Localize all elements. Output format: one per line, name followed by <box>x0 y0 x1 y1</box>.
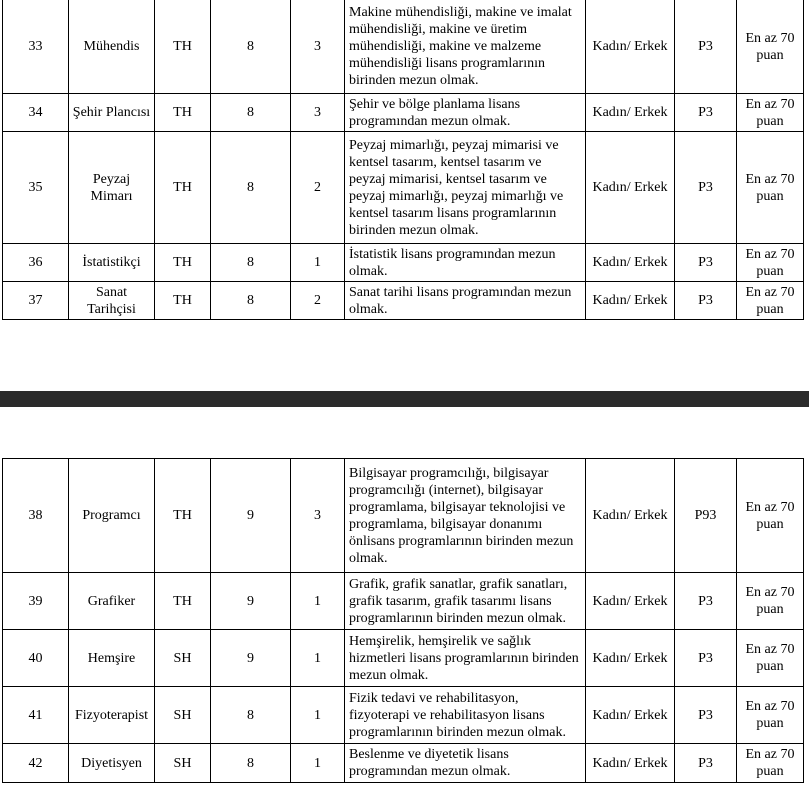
table-row <box>3 244 804 282</box>
position-title: İstatistikçi <box>69 244 155 282</box>
position-title: Grafiker <box>69 573 155 630</box>
table-row <box>3 630 804 687</box>
page-break-divider <box>0 391 809 407</box>
kpss-score-type: P3 <box>675 94 737 132</box>
min-score: En az 70 puan <box>737 630 804 687</box>
gender: Kadın/ Erkek <box>586 132 675 244</box>
gender: Kadın/ Erkek <box>586 0 675 94</box>
position-count: 1 <box>291 630 345 687</box>
qualification: İstatistik lisans programından mezun olmak. <box>345 244 586 282</box>
service-class: TH <box>155 94 211 132</box>
kpss-score-type: P3 <box>675 630 737 687</box>
min-score: En az 70 puan <box>737 132 804 244</box>
position-title: Şehir Plancısı <box>69 94 155 132</box>
min-score: En az 70 puan <box>737 282 804 320</box>
position-title: Mühendis <box>69 0 155 94</box>
row-number: 34 <box>3 94 69 132</box>
min-score: En az 70 puan <box>737 744 804 783</box>
table-row <box>3 132 804 244</box>
position-title: Hemşire <box>69 630 155 687</box>
service-class: TH <box>155 282 211 320</box>
kpss-score-type: P3 <box>675 282 737 320</box>
degree: 8 <box>211 282 291 320</box>
min-score: En az 70 puan <box>737 244 804 282</box>
degree: 8 <box>211 744 291 783</box>
table-row <box>3 282 804 320</box>
row-number: 38 <box>3 459 69 573</box>
service-class: TH <box>155 132 211 244</box>
kpss-score-type: P3 <box>675 0 737 94</box>
qualification: Fizik tedavi ve rehabilitasyon, fizyoterapi ve rehabilitasyon lisans programlarının birinden mezun olmak. <box>345 687 586 744</box>
qualification: Peyzaj mimarlığı, peyzaj mimarisi ve kentsel tasarım, kentsel tasarım ve peyzaj mimarisi, kentsel tasarım ve peyzaj mimarlığı, peyzaj mimarlığı ve kentsel tasarım lisans programlarının birinden mezun olmak. <box>345 132 586 244</box>
position-count: 3 <box>291 0 345 94</box>
position-title: Sanat Tarihçisi <box>69 282 155 320</box>
service-class: SH <box>155 744 211 783</box>
position-count: 3 <box>291 459 345 573</box>
degree: 9 <box>211 459 291 573</box>
gender: Kadın/ Erkek <box>586 573 675 630</box>
degree: 8 <box>211 687 291 744</box>
gender: Kadın/ Erkek <box>586 744 675 783</box>
min-score: En az 70 puan <box>737 0 804 94</box>
position-title: Programcı <box>69 459 155 573</box>
row-number: 41 <box>3 687 69 744</box>
degree: 9 <box>211 630 291 687</box>
kpss-score-type: P3 <box>675 132 737 244</box>
position-count: 1 <box>291 687 345 744</box>
qualification: Bilgisayar programcılığı, bilgisayar programcılığı (internet), bilgisayar programlama, bilgisayar teknolojisi ve programlama, bilgisayar donanımı önlisans programlarının birinden mezun olmak. <box>345 459 586 573</box>
service-class: SH <box>155 630 211 687</box>
qualification: Sanat tarihi lisans programından mezun olmak. <box>345 282 586 320</box>
gender: Kadın/ Erkek <box>586 94 675 132</box>
service-class: SH <box>155 687 211 744</box>
position-count: 2 <box>291 282 345 320</box>
row-number: 40 <box>3 630 69 687</box>
kpss-score-type: P3 <box>675 687 737 744</box>
position-count: 1 <box>291 744 345 783</box>
position-count: 1 <box>291 573 345 630</box>
row-number: 39 <box>3 573 69 630</box>
table-row <box>3 94 804 132</box>
min-score: En az 70 puan <box>737 459 804 573</box>
qualification: Hemşirelik, hemşirelik ve sağlık hizmetleri lisans programlarının birinden mezun olmak. <box>345 630 586 687</box>
min-score: En az 70 puan <box>737 94 804 132</box>
kpss-score-type: P3 <box>675 573 737 630</box>
position-title: Peyzaj Mimarı <box>69 132 155 244</box>
positions-table-top <box>2 0 804 320</box>
positions-table-bottom <box>2 458 804 783</box>
row-number: 36 <box>3 244 69 282</box>
row-number: 37 <box>3 282 69 320</box>
table-row <box>3 573 804 630</box>
kpss-score-type: P3 <box>675 744 737 783</box>
degree: 8 <box>211 132 291 244</box>
position-count: 3 <box>291 94 345 132</box>
row-number: 35 <box>3 132 69 244</box>
table-row <box>3 0 804 94</box>
qualification: Şehir ve bölge planlama lisans programından mezun olmak. <box>345 94 586 132</box>
qualification: Grafik, grafik sanatlar, grafik sanatları, grafik tasarım, grafik tasarımı lisans programlarının birinden mezun olmak. <box>345 573 586 630</box>
gender: Kadın/ Erkek <box>586 459 675 573</box>
degree: 8 <box>211 244 291 282</box>
service-class: TH <box>155 573 211 630</box>
position-title: Diyetisyen <box>69 744 155 783</box>
degree: 8 <box>211 0 291 94</box>
table-row <box>3 459 804 573</box>
row-number: 42 <box>3 744 69 783</box>
kpss-score-type: P3 <box>675 244 737 282</box>
table-row <box>3 744 804 783</box>
qualification: Beslenme ve diyetetik lisans programından mezun olmak. <box>345 744 586 783</box>
position-count: 1 <box>291 244 345 282</box>
gender: Kadın/ Erkek <box>586 687 675 744</box>
kpss-score-type: P93 <box>675 459 737 573</box>
position-count: 2 <box>291 132 345 244</box>
gender: Kadın/ Erkek <box>586 630 675 687</box>
gender: Kadın/ Erkek <box>586 244 675 282</box>
service-class: TH <box>155 459 211 573</box>
min-score: En az 70 puan <box>737 573 804 630</box>
gender: Kadın/ Erkek <box>586 282 675 320</box>
service-class: TH <box>155 0 211 94</box>
position-title: Fizyoterapist <box>69 687 155 744</box>
service-class: TH <box>155 244 211 282</box>
min-score: En az 70 puan <box>737 687 804 744</box>
row-number: 33 <box>3 0 69 94</box>
table-row <box>3 687 804 744</box>
degree: 9 <box>211 573 291 630</box>
degree: 8 <box>211 94 291 132</box>
qualification: Makine mühendisliği, makine ve imalat mühendisliği, makine ve üretim mühendisliği, makine ve malzeme mühendisliği lisans programlarının birinden mezun olmak. <box>345 0 586 94</box>
